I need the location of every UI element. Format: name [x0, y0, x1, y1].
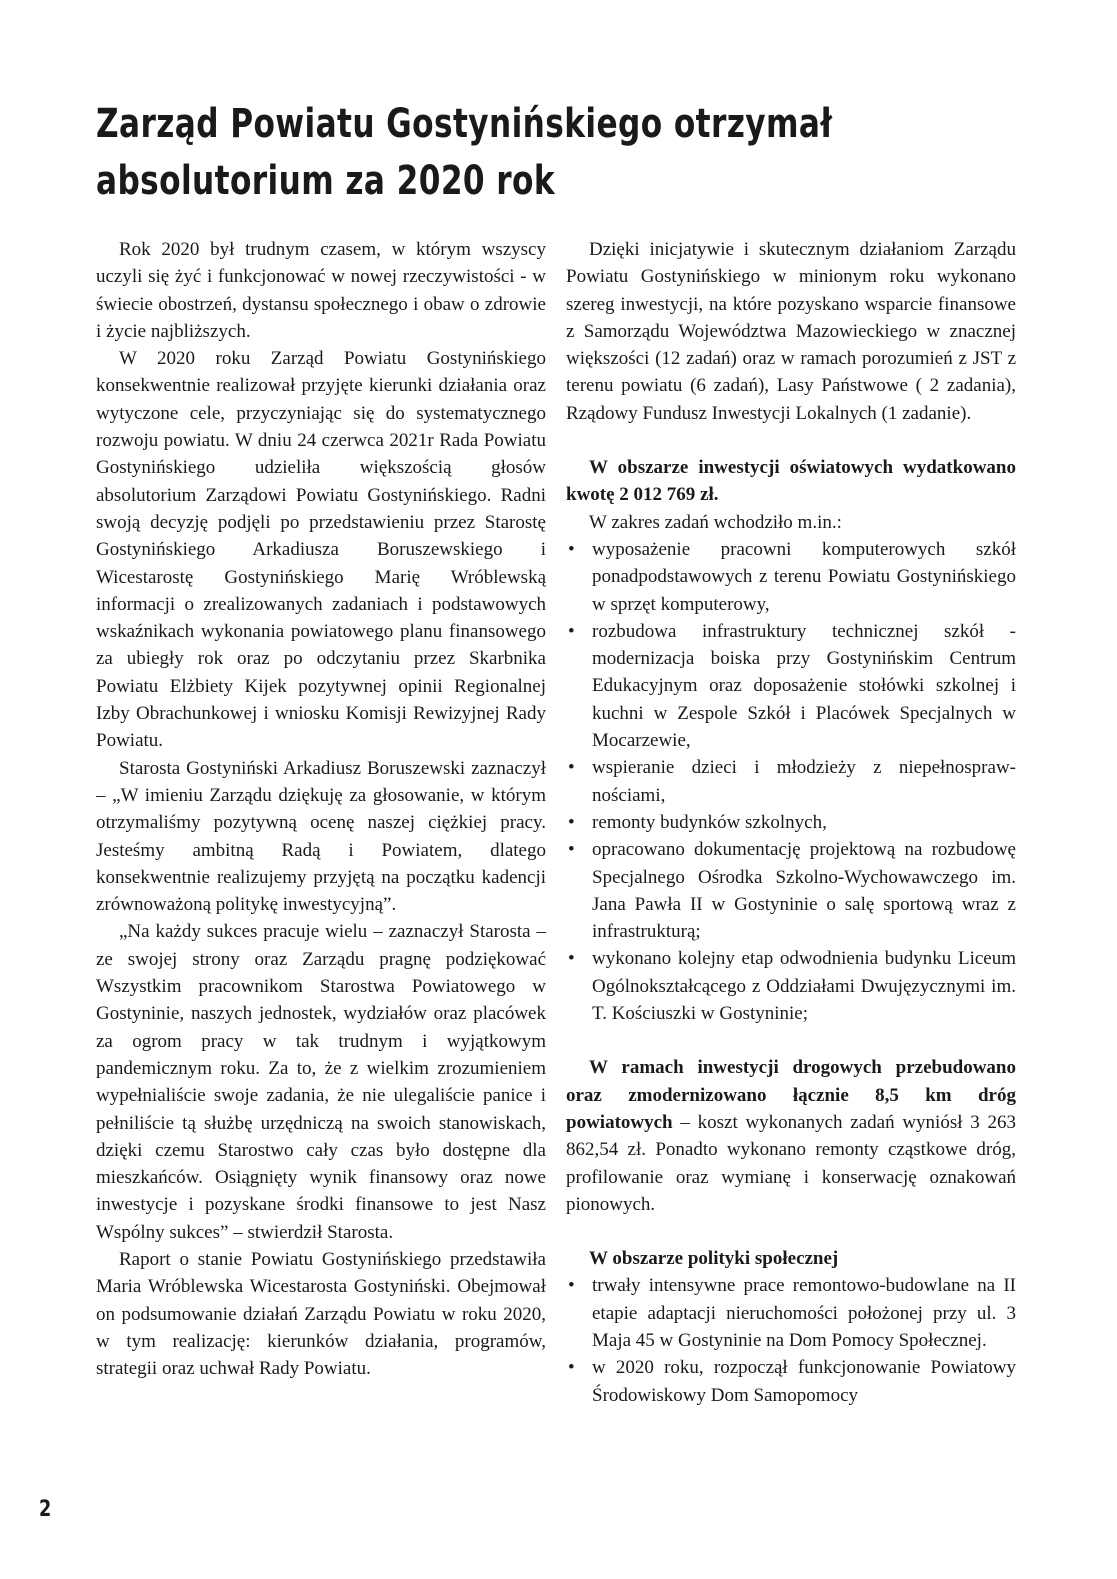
list-item-text: rozbudowa infrastruktury technicznej szkół - modernizacja boiska przy Gostynińskim Centrum Edukacyjnym oraz doposażenie stołówki szkolnej i kuchni w Zespole Szkół i Placówek Specjalnych w Mocarzewie, [592, 620, 1016, 752]
list-item [566, 836, 1016, 945]
list-item [566, 1354, 1016, 1409]
education-list [566, 536, 1016, 1027]
list-item-text: wykonano kolejny etap odwodnienia budynku Liceum Ogólnokształcącego z Oddziałami Dwujęzycznymi im. T. Kościuszki w Gostyninie; [592, 948, 1016, 1025]
bullet-icon: • [568, 538, 575, 560]
article-title-line-2: absolutorium za 2020 rok [96, 158, 556, 204]
roads-paragraph [566, 1054, 1016, 1218]
page-number: 2 [39, 1497, 52, 1522]
bullet-icon: • [568, 1357, 575, 1379]
article-title-line-1: Zarząd Powiatu Gostynińskiego otrzymał [96, 101, 833, 147]
paragraph: Raport o stanie Powiatu Gostynińskiego przedstawiła Maria Wróblewska Wicestarosta Gostyniński. Obejmował on podsumowanie działań Zarządu Powiatu w roku 2020, w tym realizację: kierunków działania, programów, strategii oraz uchwał Rady Powiatu. [96, 1248, 546, 1380]
bullet-icon: • [568, 811, 575, 833]
list-item [566, 754, 1016, 809]
list-item [566, 1272, 1016, 1354]
list-item [566, 809, 1016, 836]
paragraph: „Na każdy sukces pracuje wielu – zaznaczył Starosta – ze swojej strony oraz Zarządu pragnę podziękować Wszystkim pracownikom Starostwa Powiatowego w Gostyninie, naszych jednostek, wydziałów oraz placówek za ogrom pracy w tak trudnym i wyjątkowym pandemicznym roku. Za to, że z wielkim zrozumieniem wypełnialiście swoje zadania, że nie ulegaliście panice i pełniliście tą służbę urzędniczą na swoich stanowiskach, dzięki czemu Starostwo cały czas było dostępne dla mieszkańców. Osiągnięty wynik finansowy oraz nowe inwestycje i pozyskane środki finansowe to jest Nasz Wspólny sukces” – stwierdził Starosta. [96, 921, 546, 1243]
roads-text: – koszt wykonanych zadań wyniósł 3 263 862,54 zł. Ponadto wykonano remonty cząstkowe dróg, profilowanie oraz wymianę i konserwację oznakowań pionowych. [566, 1111, 1016, 1215]
list-item-text: wspieranie dzieci i młodzieży z niepełnosprawnościami, [592, 757, 1016, 806]
social-list [566, 1272, 1016, 1408]
roads-heading: W ramach inwestycji drogowych przebudowano oraz zmodernizowano łącznie 8,5 km dróg powiatowych [566, 1057, 1016, 1133]
education-heading: W obszarze inwestycji oświatowych wydatkowano kwotę 2 012 769 zł. [566, 457, 1016, 506]
list-item [566, 536, 1016, 618]
list-item-text: trwały intensywne prace remontowo-budowlane na II etapie adaptacji nieruchomości położonej przy ul. 3 Maja 45 w Gostyninie na Dom Pomocy Społecznej. [592, 1275, 1016, 1351]
paragraph: W 2020 roku Zarząd Powiatu Gostynińskiego konsekwentnie realizował przyjęte kierunki działania oraz wytyczone cele, przyczyniając się do systematycznego rozwoju powiatu. W dniu 24 czerwca 2021r Rada Powiatu Gostynińskiego udzieliła większością głosów absolutorium Zarządowi Powiatu Gostynińskiego. Radni swoją decyzję podjęli po przedstawieniu przez Starostę Gostynińskiego Arkadiusza Boruszewskiego i Wicestarostę Gostynińskiego Marię Wróblewską informacji o zrealizowanych zadaniach i podstawowych wskaźnikach wykonania powiatowego planu finansowego za ubiegły rok oraz po odczytaniu przez Skarbnika Powiatu Elżbiety Kijek pozytywnej opinii Regionalnej Izby Obrachunkowej i wniosku Komisji Rewizyjnej Rady Powiatu. [96, 348, 546, 752]
list-item-text: remonty budynków szkolnych, [592, 811, 827, 833]
left-column [96, 236, 546, 1382]
right-column [566, 236, 1016, 1409]
bullet-icon: • [568, 620, 575, 642]
social-heading: W obszarze polityki społecznej [589, 1248, 839, 1270]
list-item-text: opracowano dokumentację projektową na rozbudowę Specjalnego Ośrodka Szkolno-Wychowawczego im. Jana Pawła II w Gostyninie o salę sportową wraz z infrastrukturą; [592, 839, 1016, 943]
article-title [96, 96, 833, 210]
education-lead: W zakres zadań wchodziło m.in.: [589, 511, 842, 533]
bullet-icon: • [568, 948, 575, 970]
list-item [566, 618, 1016, 754]
list-item-text: w 2020 roku, rozpoczął funkcjonowanie Powiatowy Środowiskowy Dom Samopomocy [592, 1357, 1016, 1406]
list-item [566, 945, 1016, 1027]
intro-paragraph: Dzięki inicjatywie i skutecznym działaniom Zarządu Powiatu Gostynińskiego w minionym roku wykonano szereg inwestycji, na które pozyskano wsparcie finansowe z Samorządu Województwa Mazowieckiego w znacznej większości (12 zadań) oraz w ramach porozumień z JST z terenu powiatu (6 zadań), Lasy Państwowe ( 2 zadania), Rządowy Fundusz Inwestycji Lokalnych (1 zadanie). [566, 239, 1016, 424]
bullet-icon: • [568, 757, 575, 779]
list-item-text: wyposażenie pracowni komputerowych szkół ponadpodstawowych z terenu Powiatu Gostynińskiego w sprzęt komputerowy, [592, 538, 1016, 615]
paragraph: Starosta Gostyniński Arkadiusz Boruszewski zaznaczył – „W imieniu Zarządu dziękuję za głosowanie, w którym otrzymaliśmy pozytywną ocenę naszej ciężkiej pracy. Jesteśmy ambitną Radą i Powiatem, dlatego konsekwentnie realizujemy przyjętą na początku kadencji zrównoważoną politykę inwestycyjną”. [96, 757, 546, 916]
bullet-icon: • [568, 839, 575, 861]
bullet-icon: • [568, 1275, 575, 1297]
paragraph: Rok 2020 był trudnym czasem, w którym wszyscy uczyli się żyć i funkcjonować w nowej rzeczywistości - w świecie obostrzeń, dystansu społecznego i obaw o zdrowie i życie najbliższych. [96, 239, 546, 342]
